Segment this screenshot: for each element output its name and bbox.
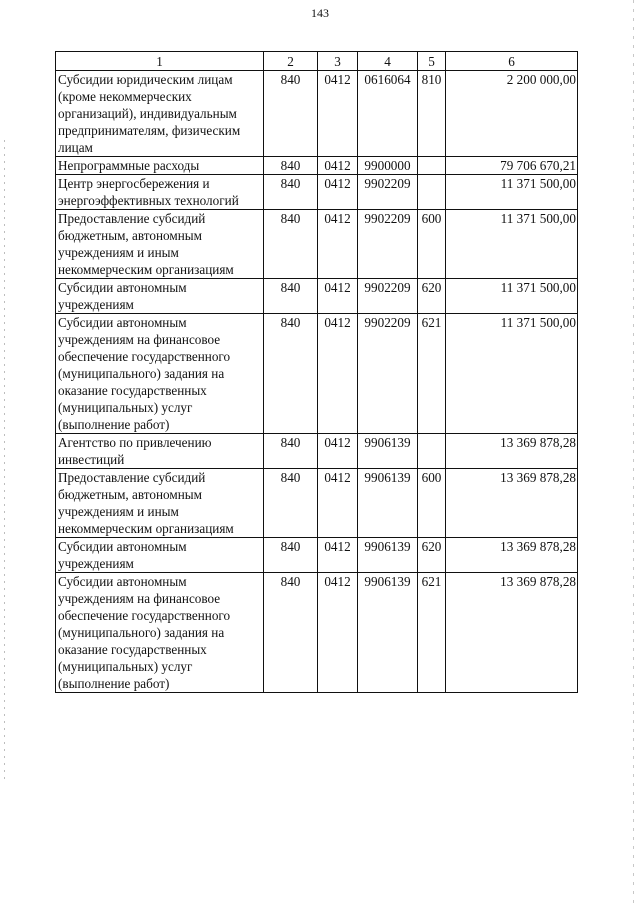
table-row [56,434,578,469]
row-amount-cell: 13 369 878,28 [446,434,578,469]
row-section-cell: 0412 [318,538,358,573]
table-row [56,314,578,434]
row-section-cell: 0412 [318,157,358,175]
row-target-cell: 9906139 [358,469,418,538]
row-section-cell: 0412 [318,469,358,538]
table-row [56,469,578,538]
row-section-cell: 0412 [318,314,358,434]
header-cell: 5 [418,52,446,71]
row-target-cell: 9906139 [358,573,418,693]
row-code-cell: 840 [264,279,318,314]
row-code-cell: 840 [264,210,318,279]
row-section-cell: 0412 [318,573,358,693]
row-section-cell: 0412 [318,279,358,314]
row-amount-cell: 11 371 500,00 [446,175,578,210]
scan-edge-right [633,0,634,905]
row-name-cell: Предоставление субсидий бюджетным, автономным учреждениям и иным некоммерческим организациям [56,210,264,279]
header-cell: 2 [264,52,318,71]
table-header-row [56,52,578,71]
row-amount-cell: 13 369 878,28 [446,469,578,538]
row-type-cell: 620 [418,279,446,314]
row-name-cell: Субсидии автономным учреждениям [56,538,264,573]
row-target-cell: 9900000 [358,157,418,175]
row-section-cell: 0412 [318,210,358,279]
table-row [56,71,578,157]
budget-table [55,51,578,693]
row-amount-cell: 13 369 878,28 [446,538,578,573]
row-type-cell: 621 [418,573,446,693]
row-name-cell: Агентство по привлечению инвестиций [56,434,264,469]
row-name-cell: Центр энергосбережения и энергоэффективных технологий [56,175,264,210]
row-target-cell: 9902209 [358,314,418,434]
row-code-cell: 840 [264,573,318,693]
header-cell: 4 [358,52,418,71]
row-code-cell: 840 [264,538,318,573]
table-row [56,157,578,175]
row-code-cell: 840 [264,71,318,157]
row-target-cell: 9902209 [358,210,418,279]
scan-edge-left [4,140,5,780]
row-section-cell: 0412 [318,175,358,210]
row-name-cell: Предоставление субсидий бюджетным, автономным учреждениям и иным некоммерческим организациям [56,469,264,538]
table-row [56,279,578,314]
row-code-cell: 840 [264,175,318,210]
table-row [56,210,578,279]
row-code-cell: 840 [264,157,318,175]
row-type-cell [418,157,446,175]
table-row [56,175,578,210]
row-code-cell: 840 [264,434,318,469]
row-target-cell: 9906139 [358,434,418,469]
row-type-cell [418,175,446,210]
row-name-cell: Субсидии автономным учреждениям на финансовое обеспечение государственного (муниципального) задания на оказание государственных (муниципальных) услуг (выполнение работ) [56,573,264,693]
row-type-cell: 620 [418,538,446,573]
row-type-cell: 600 [418,210,446,279]
header-cell: 3 [318,52,358,71]
row-section-cell: 0412 [318,434,358,469]
row-target-cell: 9906139 [358,538,418,573]
row-target-cell: 9902209 [358,175,418,210]
row-code-cell: 840 [264,314,318,434]
header-cell: 1 [56,52,264,71]
row-name-cell: Субсидии автономным учреждениям [56,279,264,314]
row-amount-cell: 79 706 670,21 [446,157,578,175]
row-type-cell: 621 [418,314,446,434]
row-section-cell: 0412 [318,71,358,157]
header-cell: 6 [446,52,578,71]
row-amount-cell: 13 369 878,28 [446,573,578,693]
table-row [56,538,578,573]
row-name-cell: Непрограммные расходы [56,157,264,175]
row-amount-cell: 11 371 500,00 [446,314,578,434]
row-type-cell: 810 [418,71,446,157]
table-row [56,573,578,693]
row-code-cell: 840 [264,469,318,538]
row-name-cell: Субсидии автономным учреждениям на финансовое обеспечение государственного (муниципального) задания на оказание государственных (муниципальных) услуг (выполнение работ) [56,314,264,434]
row-target-cell: 0616064 [358,71,418,157]
page-number: 143 [311,6,329,20]
row-target-cell: 9902209 [358,279,418,314]
row-name-cell: Субсидии юридическим лицам (кроме некоммерческих организаций), индивидуальным предпринимателям, физическим лицам [56,71,264,157]
row-type-cell: 600 [418,469,446,538]
row-amount-cell: 11 371 500,00 [446,210,578,279]
row-type-cell [418,434,446,469]
row-amount-cell: 11 371 500,00 [446,279,578,314]
row-amount-cell: 2 200 000,00 [446,71,578,157]
